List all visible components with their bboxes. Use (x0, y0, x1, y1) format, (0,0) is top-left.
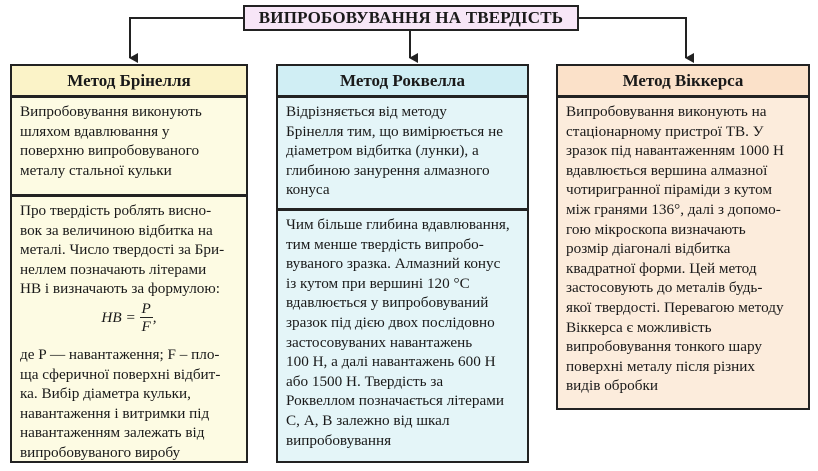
text-line: розмір діагоналі відбитка (566, 240, 731, 258)
text-line: ка. Вибір діаметра кульки, (20, 385, 191, 403)
text-line: Про твердість роблять висно- (20, 202, 212, 219)
text-line: тим менше твердість випробо- (286, 235, 484, 253)
text-line: вок за величиною відбитка на (20, 221, 213, 239)
text-line: зразок під дією двох послідовно (286, 313, 495, 331)
text-line: шляхом вдавлювання у (20, 122, 170, 140)
diagram-title: ВИПРОБОВУВАННЯ НА ТВЕРДІСТЬ (243, 5, 579, 31)
text-line: 100 Н, а далі навантажень 600 Н (286, 353, 496, 371)
text-line: вдавлюється у випробовуваний (286, 294, 489, 312)
vickers-header: Метод Віккерса (556, 64, 810, 97)
text-line: випробовування (286, 431, 392, 449)
text-line: ща сферичної поверхні відбит- (20, 365, 221, 383)
text-line: застосовуваних навантажень (286, 333, 473, 351)
text-line: конуса (286, 181, 330, 199)
text-line: видів обробки (566, 377, 658, 395)
text-line: Чим більше глибина вдавлювання, (286, 216, 510, 233)
text-line: гою мікроскопа визначають (566, 220, 746, 238)
text-line: неллем позначають літерами (20, 260, 207, 278)
text-line: із кутом при вершині 120 °С (286, 274, 470, 292)
hb-formula (20, 301, 238, 343)
formula-denominator: F (141, 317, 151, 335)
text-line: Брінелля тим, що вимірюється не (286, 122, 503, 140)
text-line: діаметром відбитка (лунки), а (286, 142, 479, 160)
text-line: поверхню випробовуваного (20, 142, 200, 160)
text-line: Випробовування виконують (20, 103, 202, 120)
formula-lhs: HB = (101, 308, 136, 326)
formula-numerator: P (141, 299, 151, 317)
text-line: квадратної форми. Цей метод (566, 259, 757, 277)
text-line: або 1500 Н. Твердість за (286, 372, 444, 390)
text-line: стаціонарному пристрої ТВ. У (566, 122, 764, 140)
text-line: зразок під навантаженням 1000 Н (566, 142, 784, 160)
text-line: якої твердості. Перевагою методу (566, 298, 784, 316)
text-line: вдавлюється вершина алмазної (566, 161, 768, 179)
text-line: де P — навантаження; F – пло- (20, 345, 220, 363)
rockwell-header: Метод Роквелла (276, 64, 529, 97)
text-line: НВ і визначають за формулою: (20, 280, 220, 298)
brinell-details-box (10, 195, 248, 463)
text-line: металі. Число твердості за Бри- (20, 241, 225, 259)
text-line: між гранями 136°, далі з допомо- (566, 200, 781, 218)
formula-suffix: , (152, 308, 157, 326)
text-line: застосовують до металів будь- (566, 279, 763, 297)
rockwell-description-box (276, 96, 529, 210)
text-line: навантаження і витримки під (20, 404, 210, 422)
text-line: випробовування тонкого шару (566, 338, 762, 356)
text-line: С, А, В залежно від шкал (286, 411, 450, 429)
formula-fraction (140, 301, 153, 336)
vickers-description-box (556, 96, 810, 410)
text-line: чотиригранної піраміди з кутом (566, 181, 773, 199)
brinell-description-box (10, 96, 248, 196)
connector-left (130, 18, 243, 58)
text-line: Роквеллом позначається літерами (286, 392, 504, 410)
text-line: Випробовування виконують на (566, 103, 767, 120)
text-line: випробовуваного виробу (20, 443, 181, 461)
connector-right (579, 18, 686, 58)
text-line: Відрізняється від методу (286, 103, 447, 120)
text-line: поверхні металу після різних (566, 357, 756, 375)
text-line: вуваного зразка. Алмазний конус (286, 255, 501, 273)
rockwell-details-box (276, 209, 529, 463)
brinell-header: Метод Брінелля (10, 64, 248, 97)
text-line: Віккерса є можливість (566, 318, 712, 336)
text-line: глибиною занурення алмазного (286, 161, 490, 179)
text-line: навантаженням залежать від (20, 424, 205, 442)
text-line: металу стальної кульки (20, 161, 172, 179)
